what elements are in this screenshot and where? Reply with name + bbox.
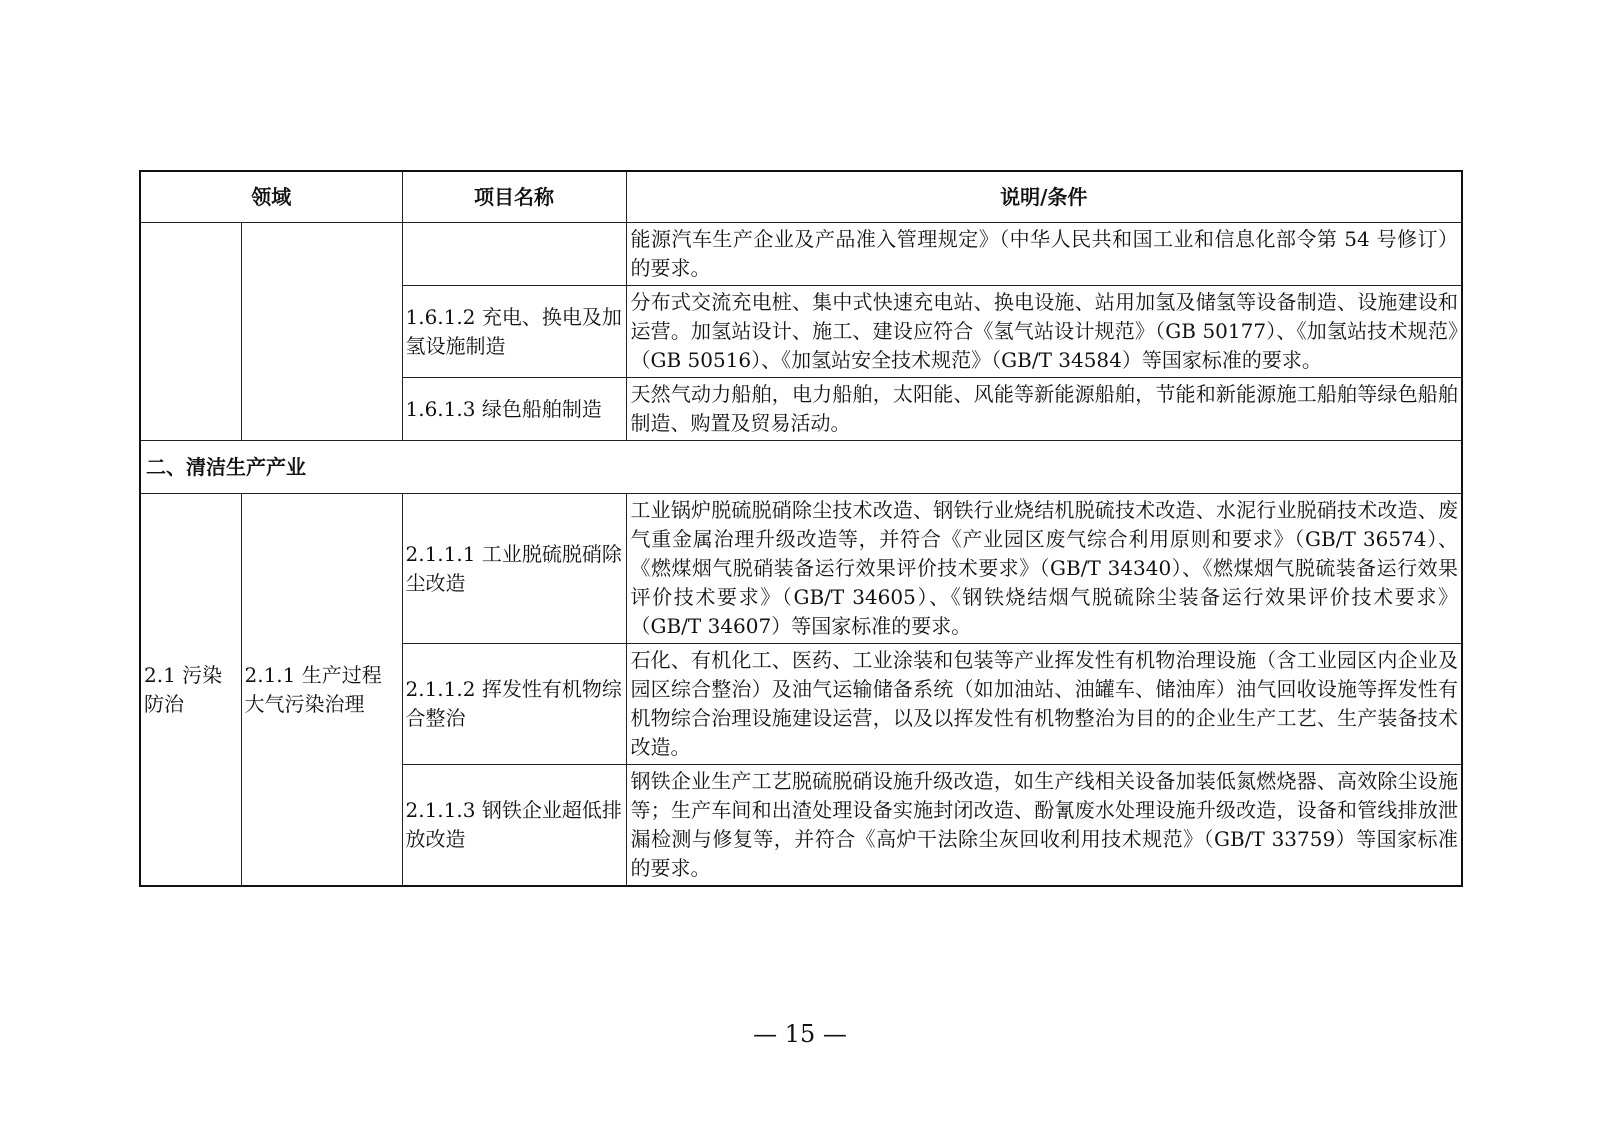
page-number: — 15 — — [753, 1020, 847, 1048]
project-cell: 2.1.1.3 钢铁企业超低排放改造 — [402, 765, 626, 887]
description-cell: 分布式交流充电桩、集中式快速充电站、换电设施、站用加氢及储氢等设备制造、设施建设和运营。加氢站设计、施工、建设应符合《氢气站设计规范》（GB 50177）、《加氢站技术规范》（GB 50516）、《加氢站安全技术规范》（GB/T 34584）等国家标准的要求。 — [626, 286, 1462, 378]
description-cell: 工业锅炉脱硫脱硝除尘技术改造、钢铁行业烧结机脱硫技术改造、水泥行业脱硝技术改造、废气重金属治理升级改造等，并符合《产业园区废气综合利用原则和要求》（GB/T 36574）、《燃煤烟气脱硝装备运行效果评价技术要求》（GB/T 34340）、《燃煤烟气脱硫装备运行效果评价技术要求》（GB/T 34605）、《钢铁烧结烟气脱硫除尘装备运行效果评价技术要求》（GB/T 34607）等国家标准的要求。 — [626, 494, 1462, 644]
subdomain-cell-empty — [241, 223, 402, 441]
catalog-table — [139, 170, 1463, 887]
header-description: 说明/条件 — [626, 171, 1462, 223]
project-cell: 2.1.1.1 工业脱硫脱硝除尘改造 — [402, 494, 626, 644]
project-cell: 2.1.1.2 挥发性有机物综合整治 — [402, 644, 626, 765]
description-cell: 天然气动力船舶，电力船舶，太阳能、风能等新能源船舶，节能和新能源施工船舶等绿色船舶制造、购置及贸易活动。 — [626, 378, 1462, 441]
section-title: 二、清洁生产产业 — [140, 441, 1462, 494]
project-cell: 1.6.1.2 充电、换电及加氢设施制造 — [402, 286, 626, 378]
section-row — [140, 441, 1462, 494]
domain-cell-empty — [140, 223, 241, 441]
subdomain-cell: 2.1.1 生产过程大气污染治理 — [241, 494, 402, 887]
table-row — [140, 494, 1462, 644]
description-cell: 石化、有机化工、医药、工业涂装和包装等产业挥发性有机物治理设施（含工业园区内企业及园区综合整治）及油气运输储备系统（如加油站、油罐车、储油库）油气回收设施等挥发性有机物综合治理设施建设运营，以及以挥发性有机物整治为目的的企业生产工艺、生产装备技术改造。 — [626, 644, 1462, 765]
description-cell: 钢铁企业生产工艺脱硫脱硝设施升级改造，如生产线相关设备加装低氮燃烧器、高效除尘设施等；生产车间和出渣处理设备实施封闭改造、酚氰废水处理设施升级改造，设备和管线排放泄漏检测与修复等，并符合《高炉干法除尘灰回收利用技术规范》（GB/T 33759）等国家标准的要求。 — [626, 765, 1462, 887]
domain-cell: 2.1 污染防治 — [140, 494, 241, 887]
table-row — [140, 223, 1462, 286]
header-domain: 领域 — [140, 171, 402, 223]
project-cell-empty — [402, 223, 626, 286]
project-cell: 1.6.1.3 绿色船舶制造 — [402, 378, 626, 441]
header-project: 项目名称 — [402, 171, 626, 223]
description-cell: 能源汽车生产企业及产品准入管理规定》（中华人民共和国工业和信息化部令第 54 号修订）的要求。 — [626, 223, 1462, 286]
header-row — [140, 171, 1462, 223]
